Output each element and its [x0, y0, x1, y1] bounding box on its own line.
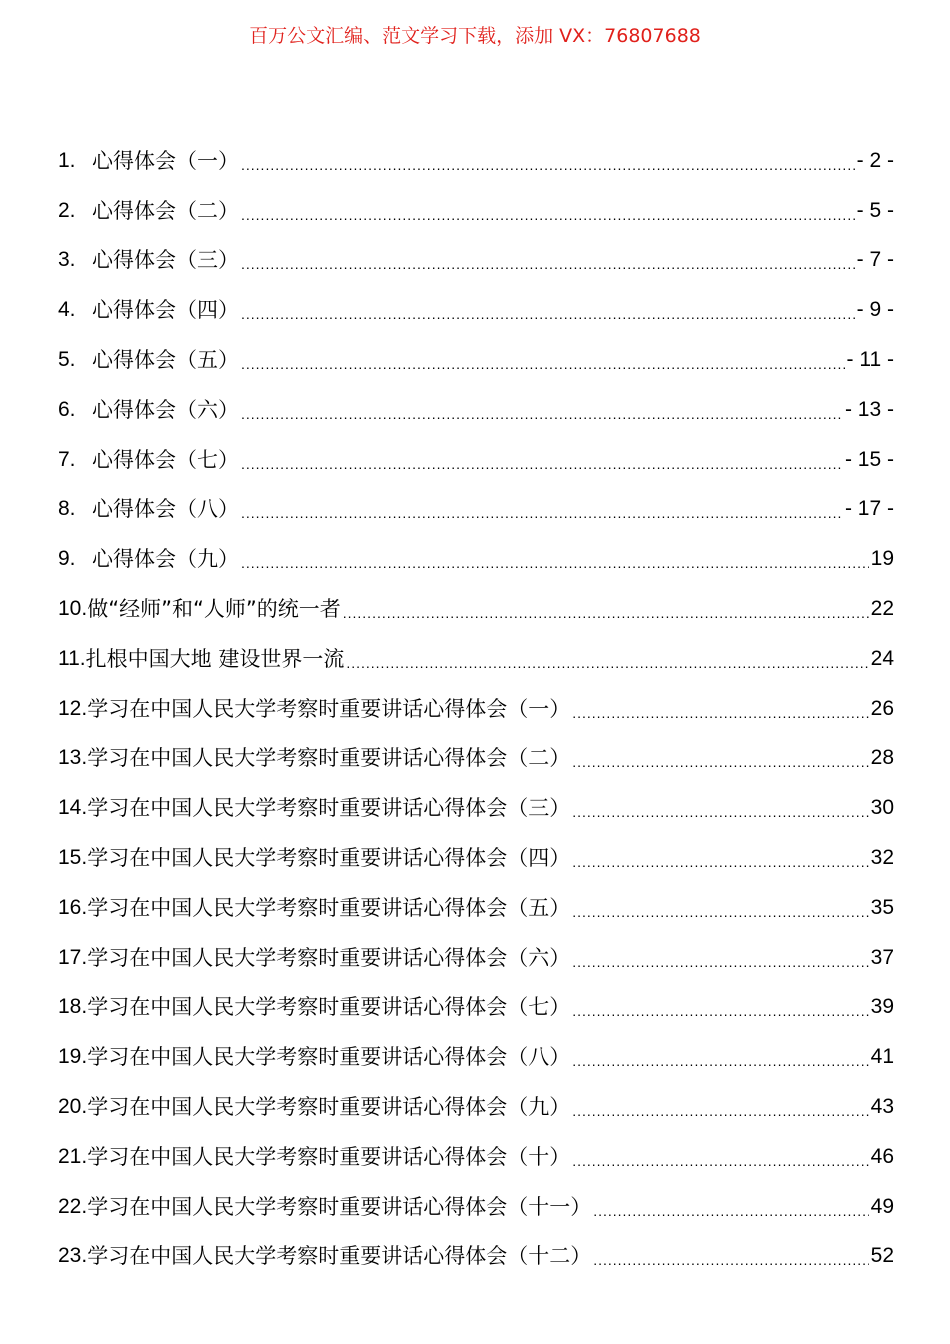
toc-dot-leader: [572, 996, 868, 1026]
toc-entry-page-number: 52: [870, 1244, 894, 1268]
toc-entry[interactable]: [58, 1182, 894, 1232]
toc-entry[interactable]: [58, 1032, 894, 1082]
toc-entry-page-number: 37: [870, 945, 894, 969]
toc-entry-number: 15.: [58, 846, 88, 870]
toc-entry-page-number: 43: [870, 1095, 894, 1119]
toc-dot-leader: [572, 747, 868, 777]
toc-entry-number: 16.: [58, 895, 88, 919]
toc-dot-leader: [572, 947, 868, 977]
toc-entry-page-number: - 2 -: [856, 148, 894, 172]
toc-entry-page-number: 35: [870, 895, 894, 919]
toc-dot-leader: [572, 1046, 868, 1076]
toc-entry[interactable]: [58, 833, 894, 883]
toc-dot-leader: [572, 797, 868, 827]
toc-entry-page-number: 26: [870, 696, 894, 720]
toc-entry[interactable]: [58, 534, 894, 584]
toc-entry[interactable]: [58, 136, 894, 186]
toc-entry[interactable]: [58, 335, 894, 385]
toc-entry-number: 4.: [58, 298, 76, 322]
toc-entry-number: 6.: [58, 397, 76, 421]
toc-entry-page-number: 49: [870, 1194, 894, 1218]
toc-entry-title: 学习在中国人民大学考察时重要讲话心得体会（十）: [87, 1144, 571, 1169]
toc-entry-page-number: - 9 -: [856, 298, 894, 322]
toc-entry[interactable]: [58, 285, 894, 335]
toc-entry[interactable]: [58, 783, 894, 833]
toc-entry-page-number: 46: [870, 1144, 894, 1168]
toc-entry-title: 学习在中国人民大学考察时重要讲话心得体会（九）: [87, 1095, 571, 1120]
toc-dot-leader: [593, 1196, 868, 1226]
toc-entry-number: 8.: [58, 497, 76, 521]
toc-entry-number: 20.: [58, 1095, 88, 1119]
toc-entry-page-number: - 5 -: [856, 198, 894, 222]
toc-entry-page-number: 22: [870, 597, 894, 621]
toc-entry-number: 9.: [58, 547, 76, 571]
toc-entry-number: 7.: [58, 447, 76, 471]
toc-entry-title: 学习在中国人民大学考察时重要讲话心得体会（一）: [87, 696, 571, 721]
toc-entry-title: 扎根中国大地 建设世界一流: [85, 646, 345, 671]
toc-dot-leader: [343, 598, 869, 628]
toc-entry-page-number: - 7 -: [856, 248, 894, 272]
toc-entry-number: 3.: [58, 248, 76, 272]
toc-dot-leader: [241, 150, 855, 180]
toc-entry[interactable]: [58, 236, 894, 286]
toc-dot-leader: [241, 200, 855, 230]
toc-dot-leader: [241, 349, 845, 379]
toc-entry-page-number: 24: [870, 646, 894, 670]
toc-dot-leader: [241, 299, 855, 329]
table-of-contents: [58, 136, 894, 1281]
toc-entry-number: 18.: [58, 995, 88, 1019]
toc-entry-number: 12.: [58, 696, 88, 720]
toc-entry[interactable]: [58, 584, 894, 634]
toc-entry-title: 学习在中国人民大学考察时重要讲话心得体会（四）: [87, 846, 571, 871]
toc-entry-title: 心得体会（二）: [92, 198, 239, 223]
toc-entry-number: 14.: [58, 796, 88, 820]
toc-entry-page-number: 41: [870, 1045, 894, 1069]
toc-entry[interactable]: [58, 933, 894, 983]
toc-entry-page-number: 39: [870, 995, 894, 1019]
toc-entry[interactable]: [58, 1232, 894, 1282]
toc-dot-leader: [241, 449, 843, 479]
toc-entry[interactable]: [58, 1082, 894, 1132]
toc-entry[interactable]: [58, 684, 894, 734]
toc-entry-number: 23.: [58, 1244, 88, 1268]
toc-entry-page-number: 30: [870, 796, 894, 820]
toc-dot-leader: [572, 1146, 868, 1176]
toc-entry-number: 11.: [58, 646, 86, 670]
toc-entry-number: 1.: [58, 148, 76, 172]
toc-dot-leader: [572, 698, 868, 728]
toc-dot-leader: [241, 399, 843, 429]
toc-entry-title: 学习在中国人民大学考察时重要讲话心得体会（三）: [87, 796, 571, 821]
toc-entry-page-number: 28: [870, 746, 894, 770]
toc-entry-page-number: 19: [870, 547, 894, 571]
toc-dot-leader: [241, 249, 855, 279]
toc-entry-title: 学习在中国人民大学考察时重要讲话心得体会（十一）: [87, 1194, 592, 1219]
toc-entry[interactable]: [58, 485, 894, 535]
toc-entry-title: 心得体会（七）: [92, 447, 239, 472]
toc-entry[interactable]: [58, 983, 894, 1033]
toc-entry-page-number: - 15 -: [844, 447, 894, 471]
toc-entry-page-number: - 11 -: [846, 348, 894, 372]
toc-entry-number: 19.: [58, 1045, 88, 1069]
toc-entry-number: 10.: [58, 597, 88, 621]
toc-entry-page-number: - 13 -: [844, 397, 894, 421]
toc-entry[interactable]: [58, 1132, 894, 1182]
header-watermark-text: 百万公文汇编、范文学习下载，添加 VX：76807688: [249, 25, 701, 47]
toc-dot-leader: [572, 1096, 868, 1126]
toc-entry-number: 17.: [58, 945, 88, 969]
toc-entry-title: 心得体会（三）: [92, 248, 239, 273]
toc-entry-page-number: - 17 -: [844, 497, 894, 521]
toc-entry-title: 心得体会（五）: [92, 348, 239, 373]
toc-dot-leader: [346, 648, 868, 678]
toc-entry-title: 学习在中国人民大学考察时重要讲话心得体会（十二）: [87, 1244, 592, 1269]
toc-entry-title: 学习在中国人民大学考察时重要讲话心得体会（六）: [87, 945, 571, 970]
toc-dot-leader: [241, 498, 843, 528]
toc-entry-number: 2.: [58, 198, 76, 222]
toc-entry-title: 学习在中国人民大学考察时重要讲话心得体会（七）: [87, 995, 571, 1020]
toc-entry-title: 心得体会（六）: [92, 397, 239, 422]
toc-entry-title: 心得体会（四）: [92, 298, 239, 323]
toc-entry-title: 学习在中国人民大学考察时重要讲话心得体会（八）: [87, 1045, 571, 1070]
toc-entry-number: 5.: [58, 348, 76, 372]
toc-dot-leader: [593, 1245, 868, 1275]
toc-entry[interactable]: [58, 186, 894, 236]
toc-dot-leader: [241, 548, 869, 578]
toc-entry-title: 心得体会（九）: [92, 547, 239, 572]
toc-entry[interactable]: [58, 734, 894, 784]
toc-entry[interactable]: [58, 634, 894, 684]
toc-entry-number: 13.: [58, 746, 88, 770]
toc-entry-title: 做“经师”和“人师”的统一者: [87, 597, 341, 622]
toc-entry-number: 22.: [58, 1194, 88, 1218]
toc-entry-title: 学习在中国人民大学考察时重要讲话心得体会（二）: [87, 746, 571, 771]
toc-entry-title: 心得体会（一）: [92, 148, 239, 173]
toc-entry-page-number: 32: [870, 846, 894, 870]
toc-entry-title: 心得体会（八）: [92, 497, 239, 522]
toc-dot-leader: [572, 847, 868, 877]
toc-entry-title: 学习在中国人民大学考察时重要讲话心得体会（五）: [87, 895, 571, 920]
toc-entry-number: 21.: [58, 1144, 88, 1168]
toc-entry[interactable]: [58, 435, 894, 485]
toc-entry[interactable]: [58, 883, 894, 933]
toc-entry[interactable]: [58, 385, 894, 435]
toc-dot-leader: [572, 897, 868, 927]
